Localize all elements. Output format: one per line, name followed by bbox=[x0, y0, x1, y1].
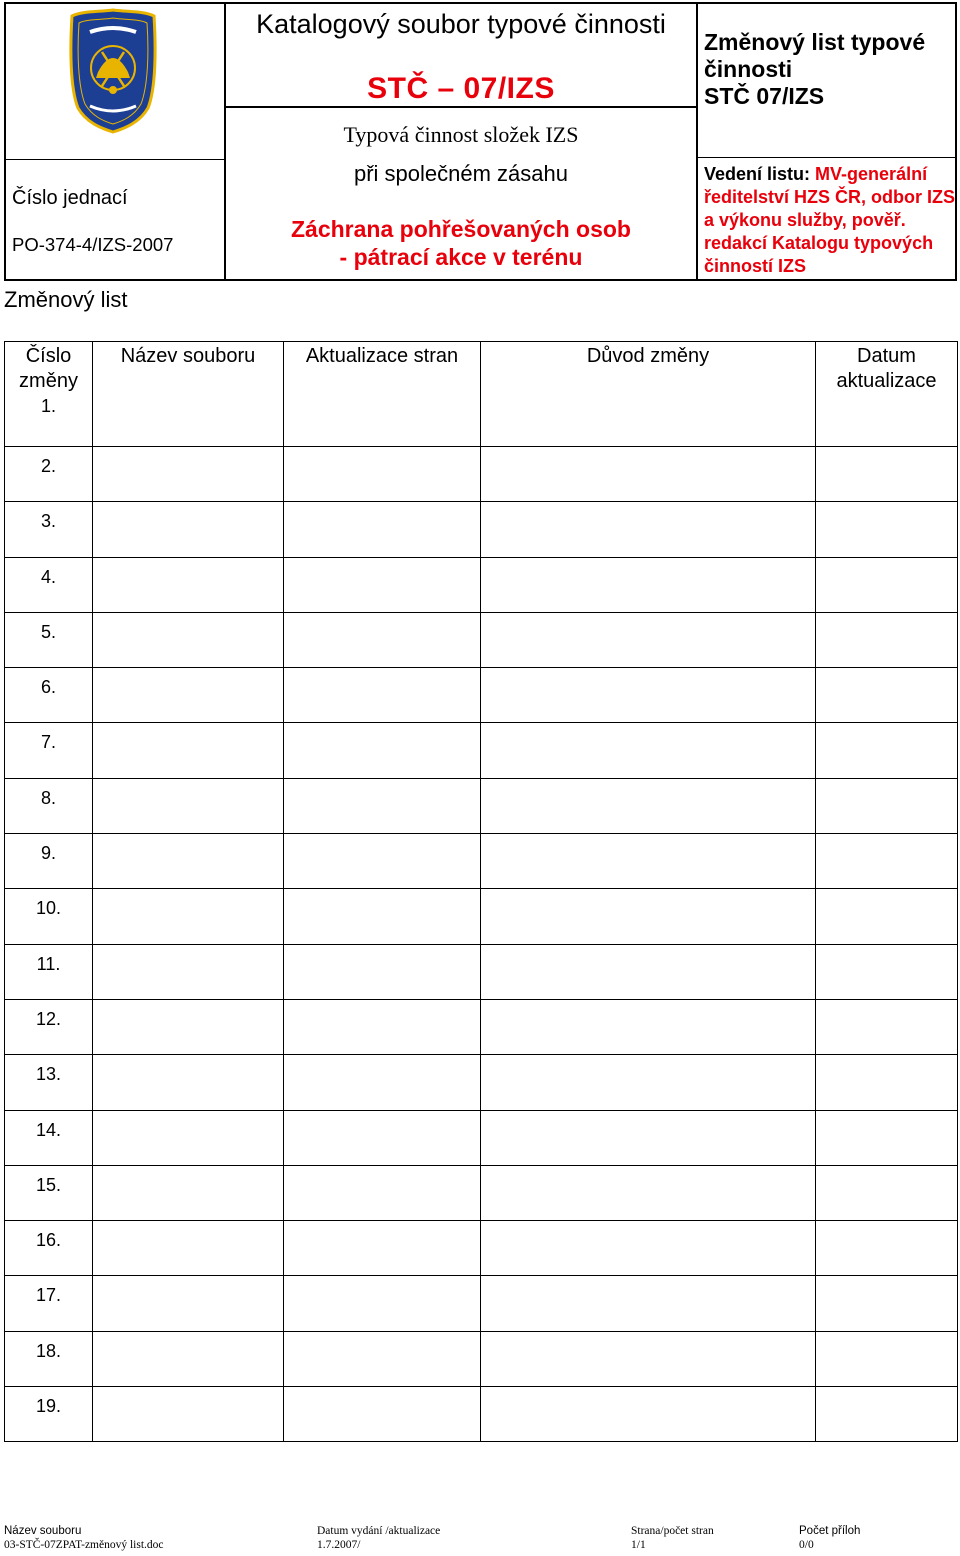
reference-number-value: PO-374-4/IZS-2007 bbox=[12, 234, 174, 255]
change-number-cell: 9. bbox=[5, 834, 93, 889]
table-row bbox=[5, 447, 958, 502]
file-name-cell bbox=[93, 557, 284, 612]
change-reason-cell bbox=[481, 944, 816, 999]
catalog-subtitle: Typová činnost složek IZS bbox=[343, 122, 579, 147]
column-header-update-date: Datum aktualizace bbox=[816, 342, 958, 395]
footer-issue-date bbox=[317, 1524, 440, 1552]
change-reason-cell bbox=[481, 1276, 816, 1331]
file-name-cell bbox=[93, 502, 284, 557]
change-reason-cell bbox=[481, 1387, 816, 1442]
footer-attachments-value: 0/0 bbox=[799, 1539, 814, 1551]
file-name-cell bbox=[93, 834, 284, 889]
change-reason-cell bbox=[481, 1221, 816, 1276]
update-date-cell bbox=[816, 778, 958, 833]
file-name-cell bbox=[93, 999, 284, 1054]
pages-updated-cell bbox=[284, 502, 481, 557]
update-date-cell bbox=[816, 1165, 958, 1220]
file-name-cell bbox=[93, 889, 284, 944]
change-sheet-title bbox=[704, 29, 925, 110]
section-title: Změnový list bbox=[4, 287, 128, 312]
pages-updated-cell bbox=[284, 1165, 481, 1220]
file-name-cell bbox=[93, 394, 284, 447]
change-reason-cell bbox=[481, 1165, 816, 1220]
activity-line: při společném zásahu bbox=[353, 161, 568, 186]
change-reason-cell bbox=[481, 834, 816, 889]
sheet-management-note bbox=[704, 163, 960, 278]
pages-updated-cell bbox=[284, 723, 481, 778]
pages-updated-cell bbox=[284, 944, 481, 999]
footer-attachments-label: Počet příloh bbox=[799, 1525, 861, 1537]
change-sheet-title-line-3: STČ 07/IZS bbox=[704, 83, 825, 109]
table-row bbox=[5, 1165, 958, 1220]
activity-name bbox=[226, 215, 696, 271]
update-date-cell bbox=[816, 447, 958, 502]
table-row bbox=[5, 1387, 958, 1442]
update-date-cell bbox=[816, 1221, 958, 1276]
change-number-cell: 16. bbox=[5, 1221, 93, 1276]
file-name-cell bbox=[93, 1276, 284, 1331]
pages-updated-cell bbox=[284, 834, 481, 889]
change-number-cell: 2. bbox=[5, 447, 93, 502]
footer-page-count-value: 1/1 bbox=[631, 1539, 646, 1551]
pages-updated-cell bbox=[284, 394, 481, 447]
pages-updated-cell bbox=[284, 1110, 481, 1165]
change-reason-cell bbox=[481, 612, 816, 667]
document-header bbox=[4, 2, 957, 281]
activity-name-line-1: Záchrana pohřešovaných osob bbox=[291, 216, 631, 242]
change-number-cell: 11. bbox=[5, 944, 93, 999]
change-reason-cell bbox=[481, 447, 816, 502]
catalog-title-cell bbox=[226, 4, 696, 108]
footer-page-count bbox=[631, 1524, 714, 1552]
table-row bbox=[5, 557, 958, 612]
update-date-cell bbox=[816, 502, 958, 557]
pages-updated-cell bbox=[284, 1276, 481, 1331]
column-header-change-number: Číslo změny bbox=[5, 342, 93, 395]
pages-updated-cell bbox=[284, 999, 481, 1054]
file-name-cell bbox=[93, 778, 284, 833]
update-date-cell bbox=[816, 1331, 958, 1386]
pages-updated-cell bbox=[284, 889, 481, 944]
update-date-cell bbox=[816, 1387, 958, 1442]
table-row bbox=[5, 1221, 958, 1276]
table-header-row bbox=[5, 342, 958, 395]
update-date-cell bbox=[816, 394, 958, 447]
update-date-cell bbox=[816, 612, 958, 667]
change-reason-cell bbox=[481, 999, 816, 1054]
pages-updated-cell bbox=[284, 1387, 481, 1442]
table-row bbox=[5, 778, 958, 833]
change-reason-cell bbox=[481, 889, 816, 944]
table-body bbox=[5, 394, 958, 1442]
change-number-cell: 3. bbox=[5, 502, 93, 557]
footer-issue-date-label: Datum vydání /aktualizace bbox=[317, 1525, 441, 1537]
pages-updated-cell bbox=[284, 557, 481, 612]
update-date-cell bbox=[816, 723, 958, 778]
change-reason-cell bbox=[481, 394, 816, 447]
change-sheet-title-line-2: činnosti bbox=[704, 56, 793, 82]
change-reason-cell bbox=[481, 778, 816, 833]
change-number-cell: 14. bbox=[5, 1110, 93, 1165]
change-log-table bbox=[4, 341, 958, 1442]
footer-file-name-value: 03-STČ-07ZPAT-změnový list.doc bbox=[4, 1539, 164, 1551]
change-reason-cell bbox=[481, 1055, 816, 1110]
update-date-cell bbox=[816, 834, 958, 889]
update-date-cell bbox=[816, 1276, 958, 1331]
file-name-cell bbox=[93, 1110, 284, 1165]
change-number-cell: 15. bbox=[5, 1165, 93, 1220]
change-number-cell: 17. bbox=[5, 1276, 93, 1331]
file-name-cell bbox=[93, 668, 284, 723]
header-right-column bbox=[696, 4, 955, 279]
table-row bbox=[5, 394, 958, 447]
table-row bbox=[5, 723, 958, 778]
footer-issue-date-value: 1.7.2007/ bbox=[317, 1539, 361, 1551]
change-reason-cell bbox=[481, 1110, 816, 1165]
table-row bbox=[5, 1276, 958, 1331]
file-name-cell bbox=[93, 723, 284, 778]
file-name-cell bbox=[93, 447, 284, 502]
table-row bbox=[5, 668, 958, 723]
pages-updated-cell bbox=[284, 447, 481, 502]
table-row bbox=[5, 889, 958, 944]
file-name-cell bbox=[93, 1387, 284, 1442]
column-header-file-name: Název souboru bbox=[93, 342, 284, 395]
update-date-cell bbox=[816, 557, 958, 612]
fire-rescue-emblem-icon bbox=[68, 8, 158, 134]
update-date-cell bbox=[816, 1110, 958, 1165]
pages-updated-cell bbox=[284, 1331, 481, 1386]
logo-cell bbox=[6, 4, 224, 160]
footer-file-name-label: Název souboru bbox=[4, 1525, 82, 1537]
reference-number-label: Číslo jednací bbox=[12, 187, 128, 209]
table-row bbox=[5, 999, 958, 1054]
catalog-title: Katalogový soubor typové činnosti bbox=[256, 9, 666, 39]
change-number-cell: 13. bbox=[5, 1055, 93, 1110]
pages-updated-cell bbox=[284, 1055, 481, 1110]
file-name-cell bbox=[93, 944, 284, 999]
table-row bbox=[5, 502, 958, 557]
sheet-management-label: Vedení listu: bbox=[704, 164, 811, 184]
table-row bbox=[5, 1110, 958, 1165]
change-number-cell: 8. bbox=[5, 778, 93, 833]
table-row bbox=[5, 834, 958, 889]
change-number-cell: 6. bbox=[5, 668, 93, 723]
change-reason-cell bbox=[481, 502, 816, 557]
change-reason-cell bbox=[481, 668, 816, 723]
sheet-management-text: MV-generální ředitelství HZS ČR, odbor IZS a výkonu služby, pověř. redakcí Katalogu typových činností IZS bbox=[704, 164, 956, 276]
header-middle-column bbox=[226, 4, 696, 279]
divider bbox=[698, 157, 955, 158]
footer-page-count-label: Strana/počet stran bbox=[631, 1525, 714, 1537]
change-number-cell: 19. bbox=[5, 1387, 93, 1442]
pages-updated-cell bbox=[284, 612, 481, 667]
change-reason-cell bbox=[481, 723, 816, 778]
update-date-cell bbox=[816, 944, 958, 999]
column-header-change-reason: Důvod změny bbox=[481, 342, 816, 395]
pages-updated-cell bbox=[284, 668, 481, 723]
change-number-cell: 1. bbox=[5, 394, 93, 447]
table-row bbox=[5, 1331, 958, 1386]
change-sheet-title-line-1: Změnový list typové bbox=[704, 29, 926, 55]
catalog-code: STČ – 07/IZS bbox=[367, 72, 555, 105]
column-header-pages-updated: Aktualizace stran bbox=[284, 342, 481, 395]
update-date-cell bbox=[816, 889, 958, 944]
change-number-cell: 10. bbox=[5, 889, 93, 944]
change-number-cell: 4. bbox=[5, 557, 93, 612]
header-left-column bbox=[6, 4, 226, 279]
activity-name-line-2: - pátrací akce v terénu bbox=[339, 244, 583, 270]
file-name-cell bbox=[93, 1165, 284, 1220]
file-name-cell bbox=[93, 1221, 284, 1276]
change-number-cell: 12. bbox=[5, 999, 93, 1054]
update-date-cell bbox=[816, 999, 958, 1054]
footer-file-name bbox=[4, 1524, 164, 1552]
change-number-cell: 18. bbox=[5, 1331, 93, 1386]
table-row bbox=[5, 1055, 958, 1110]
file-name-cell bbox=[93, 612, 284, 667]
pages-updated-cell bbox=[284, 1221, 481, 1276]
file-name-cell bbox=[93, 1331, 284, 1386]
change-number-cell: 5. bbox=[5, 612, 93, 667]
table-row bbox=[5, 944, 958, 999]
table-row bbox=[5, 612, 958, 667]
change-number-cell: 7. bbox=[5, 723, 93, 778]
update-date-cell bbox=[816, 668, 958, 723]
update-date-cell bbox=[816, 1055, 958, 1110]
change-reason-cell bbox=[481, 557, 816, 612]
file-name-cell bbox=[93, 1055, 284, 1110]
pages-updated-cell bbox=[284, 778, 481, 833]
change-reason-cell bbox=[481, 1331, 816, 1386]
footer-attachments bbox=[799, 1524, 860, 1552]
